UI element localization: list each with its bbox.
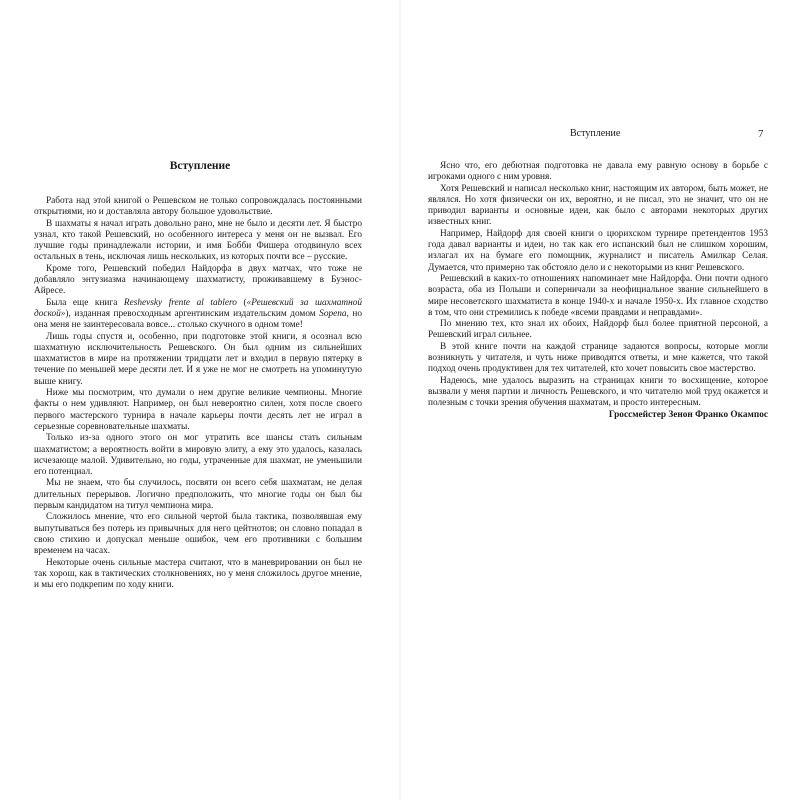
text-span: ), изданная превосходным аргентинским издательским домом <box>65 308 320 319</box>
paragraph: Ясно что, его дебютная подготовка не давала ему равную основу в борьбе с игроками одного с ним уровня. <box>428 161 768 183</box>
paragraph: Решевский в каких-то отношениях напоминает мне Найдорфа. Они почти одного возраста, оба из Польши и соперничали за неофициальное звание сильнейшего в мире несоветского шахматиста в конце 1940-х и начале 1950-х. Их главное сходство в том, что они стремились к победе «всеми правдами и неправдами». <box>428 273 768 318</box>
paragraph: Кроме того, Решевский победил Найдорфа в двух матчах, что тоже не добавляло энтузиазма начинающему шахматисту, проживавшему в Буэнос-Айресе. <box>34 263 362 297</box>
paragraph: Хотя Решевский и написал несколько книг, настоящим их автором, быть может, не являлся. Но хотя физически он их, вероятно, и не писал, это не значит, что он не приводил варианты и основные идеи, как было с авторами некоторых других известных книг. <box>428 183 768 228</box>
left-body-text <box>34 196 362 591</box>
book-title-es: Reshevsky frente al tablero <box>123 297 237 308</box>
paragraph: По мнению тех, кто знал их обоих, Найдорф был более приятной персоной, а Решевский играл сильнее. <box>428 319 768 341</box>
paragraph: Мы не знаем, что бы случилось, посвяти он всего себя шахматам, не делая длительных перерывов. Логично предположить, что многие годы он был бы первым кандидатом на титул чемпиона мира. <box>34 478 362 512</box>
publisher-name: Sopena <box>319 308 347 319</box>
paragraph: Некоторые очень сильные мастера считают, что в маневрировании он был не так хорош, как в тактических столкновениях, но у меня сложилось другое мнение, и мы его подкрепим по ходу книги. <box>34 557 362 591</box>
paragraph: Работа над этой книгой о Решевском не только сопровождалась постоянными открытиями, но и доставляла автору большое удовольствие. <box>34 196 362 218</box>
paragraph: Ниже мы посмотрим, что думали о нем другие великие чемпионы. Многие факты о нем удивляют. Например, он был невероятно силен, хотя после своего первого мастерского турнира в начале карьеры почти десять лет не играл в серьезные соревновательные шахматы. <box>34 388 362 432</box>
paragraph: Только из-за одного этого он мог утратить все шансы стать сильным шахматистом; а вероятность войти в мировую элиту, а ему это удалось, казалась исчезающе малой. Удивительно, но годы, утраченные для шахмат, не уменьшили его потенциал. <box>34 433 362 478</box>
text-span: , но она меня не заинтересовала вовсе... столько скучного в одном томе! <box>34 308 362 331</box>
paragraph: Например, Найдорф для своей книги о цюрихском турнире претендентов 1953 года давал варианты и идеи, но так как его испанский был не слишком хорошим, излагал их на бумаге его помощник, журналист и писатель Амилкар Селая. Думается, что примерно так обстояло дело и с некоторыми из книг Решевского. <box>428 228 768 273</box>
paragraph: Сложилось мнение, что его сильной чертой была тактика, позволявшая ему выпутываться без потерь из привычных для него цейтнотов; он словно попадал в свою стихию и допускал меньше ошибок, чем его противники с большим временем на часах. <box>34 512 362 557</box>
running-header: Вступление <box>570 128 621 139</box>
right-body-text <box>428 161 768 421</box>
text-span: ( <box>236 297 247 308</box>
author-signature: Гроссмейстер Зенон Франко Окампос <box>608 409 768 420</box>
page-number: 7 <box>758 128 764 140</box>
paragraph-book-mention <box>34 298 362 332</box>
right-page <box>400 0 800 800</box>
paragraph: В шахматы я начал играть довольно рано, мне не было и десяти лет. Я быстро узнал, кто такой Решевский, но особенного интереса у меня он не вызвал. Его лучшие годы принадлежали истории, и имя Бобби Фишера отодвинуло всех остальных в тень, исключая лишь нескольких, из которых почти все – русские. <box>34 218 362 263</box>
chapter-title: Вступление <box>169 160 231 172</box>
book-title-ru: «Решевский за шахматной доской» <box>34 297 363 319</box>
text-span: Была еще книга <box>46 297 124 308</box>
paragraph: В этой книге почти на каждой странице задаются вопросы, которые могли возникнуть у читателя, и чуть ниже приводятся ответы, и мне кажется, что такой подход очень продуктивен для тех читателей, кто хочет повысить свое мастерство. <box>428 341 768 375</box>
paragraph: Надеюсь, мне удалось выразить на страницах книги то восхищение, которое вызвали у меня партии и личность Решевского, и что читателю мой труд окажется и полезным с точки зрения обучения шахматам, и просто интересным. <box>428 375 768 409</box>
paragraph: Лишь годы спустя и, особенно, при подготовке этой книги, я осознал всю шахматную исключительность Решевского. Он был одним из сильнейших шахматистов в мире на протяжении тридцати лет и входил в первую пятерку в течение по меньшей мере десяти лет. И я уже не мог не смотреть на упоминутую выше книгу. <box>34 331 362 387</box>
